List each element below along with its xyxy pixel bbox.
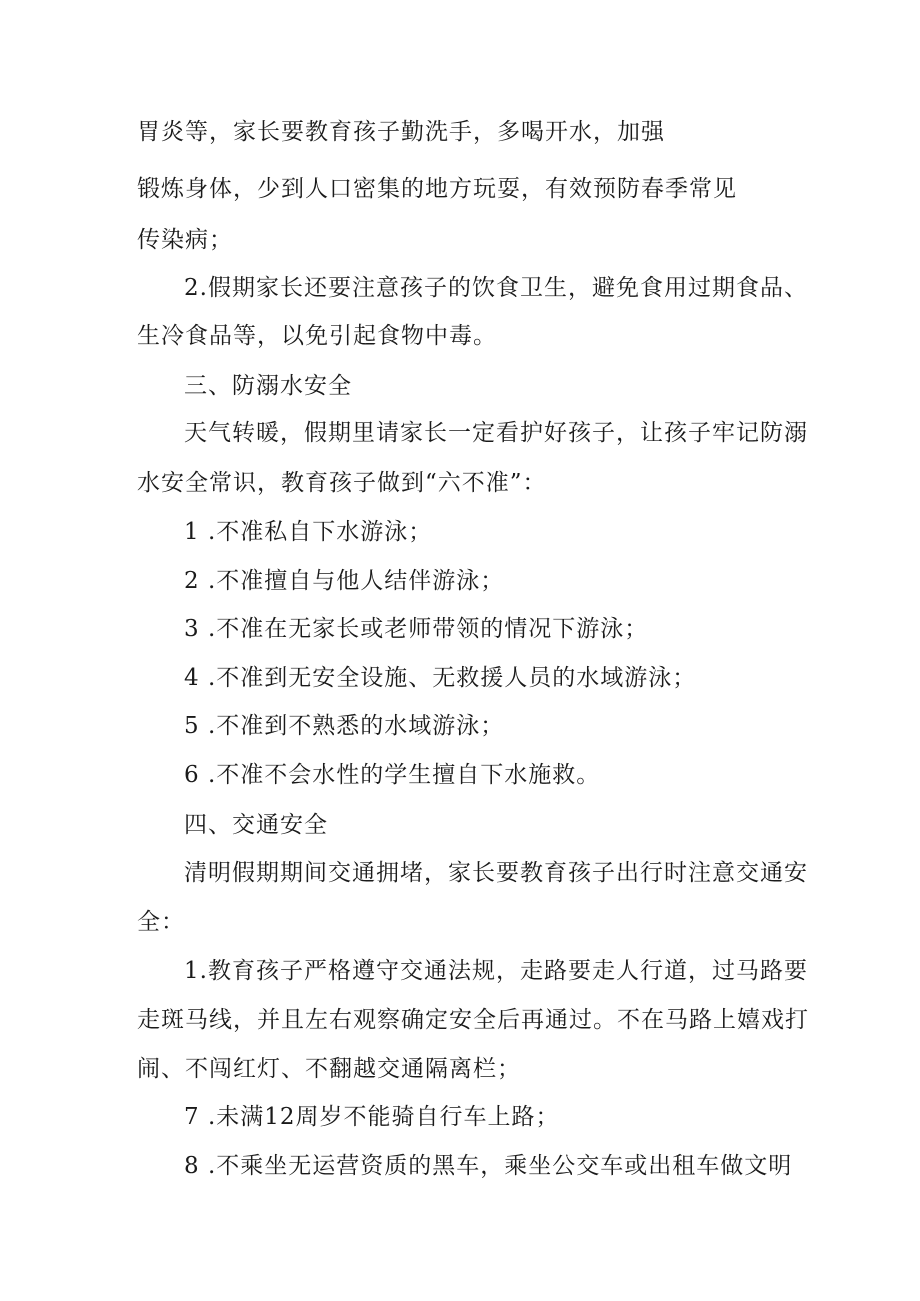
paragraph-line: 锻炼身体，少到人口密集的地方玩耍，有效预防春季常见	[137, 176, 737, 202]
paragraph-line: 胃炎等，家长要教育孩子勤洗手，多喝开水，加强	[137, 119, 665, 145]
paragraph-line: 清明假期期间交通拥堵，家长要教育孩子出行时注意交通安	[184, 860, 808, 886]
list-item-line: 2 .不准擅自与他人结伴游泳；	[184, 568, 505, 594]
paragraph-line: 传染病；	[137, 227, 233, 253]
list-item-line: 5 .不准到不熟悉的水域游泳；	[184, 713, 505, 739]
paragraph-line: 闹、不闯红灯、不翻越交通隔离栏；	[137, 1056, 521, 1082]
list-item-line: 4 .不准到无安全设施、无救援人员的水域游泳；	[184, 665, 697, 691]
list-item-line: 8 .不乘坐无运营资质的黑车，乘坐公交车或出租车做文明	[184, 1153, 793, 1179]
list-item-line: 1.教育孩子严格遵守交通法规，走路要走人行道，过马路要	[184, 958, 808, 984]
list-item-line: 1 .不准私自下水游泳；	[184, 519, 433, 545]
list-item-line: 7 .未满12周岁不能骑自行车上路；	[184, 1104, 560, 1130]
section-heading-traffic: 四、交通安全	[184, 812, 328, 838]
paragraph-line: 天气转暖，假期里请家长一定看护好孩子，让孩子牢记防溺	[184, 420, 808, 446]
list-item-line: 2.假期家长还要注意孩子的饮食卫生，避免食用过期食品、	[184, 275, 808, 301]
paragraph-line: 走斑马线，并且左右观察确定安全后再通过。不在马路上嬉戏打	[137, 1007, 809, 1033]
paragraph-line: 全：	[137, 909, 185, 935]
paragraph-line: 生冷食品等，以免引起食物中毒。	[137, 323, 497, 349]
list-item-line: 6 .不准不会水性的学生擅自下水施救。	[184, 762, 601, 788]
section-heading-drowning: 三、防溺水安全	[184, 373, 352, 399]
list-item-line: 3 .不准在无家长或老师带领的情况下游泳；	[184, 616, 649, 642]
paragraph-line: 水安全常识，教育孩子做到“六不准”：	[137, 470, 547, 496]
